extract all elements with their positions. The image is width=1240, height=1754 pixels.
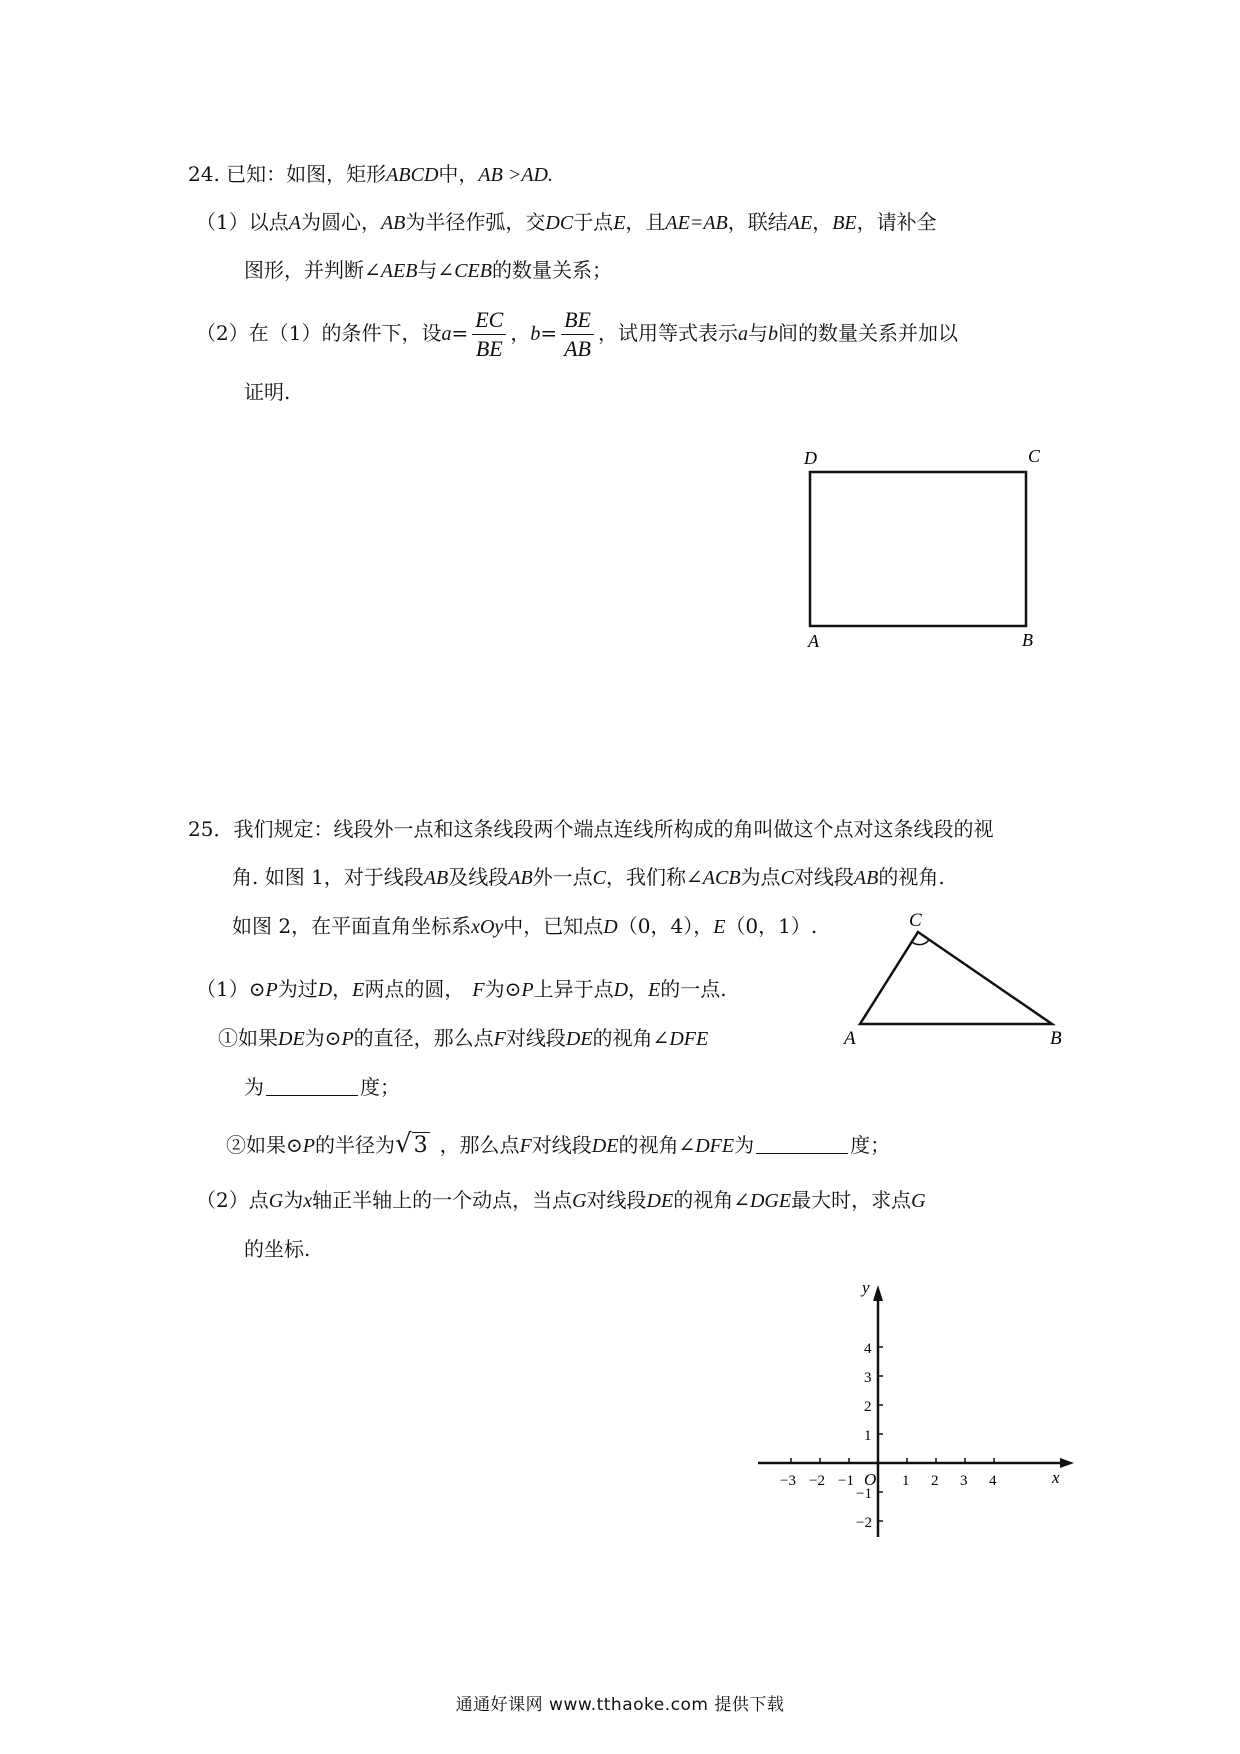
t: 的视角∠ — [592, 1026, 670, 1050]
t: b — [768, 323, 778, 345]
t: DC — [545, 212, 574, 234]
q24-part2 — [196, 303, 958, 364]
y-tick-label: 1 — [864, 1428, 872, 1444]
t: 为半径作弧，交 — [405, 210, 546, 234]
t: ，我们称∠ — [606, 865, 703, 889]
t: 图形，并判断∠ — [244, 258, 381, 282]
fraction-be-ab — [561, 308, 594, 361]
page-footer: 通通好课网 www.tthaoke.com 提供下载 — [455, 1695, 785, 1715]
x-tick-label: 2 — [931, 1473, 939, 1489]
t: G — [911, 1190, 926, 1212]
q25-part1 — [196, 975, 727, 1004]
q25-triangle-figure — [830, 900, 1070, 1050]
y-tick-label: 3 — [864, 1370, 872, 1386]
t: BE — [561, 308, 594, 335]
t: E — [352, 979, 365, 1001]
t: （1）以点 — [196, 210, 289, 234]
t: x — [303, 1190, 313, 1212]
t: DE — [565, 1028, 593, 1050]
fraction-ec-be — [472, 308, 506, 361]
t: b — [530, 323, 541, 345]
y-axis-label: y — [862, 1278, 870, 1297]
t: 为 — [244, 1075, 264, 1099]
t: BE — [475, 336, 503, 361]
t: G — [572, 1190, 587, 1212]
t: D — [603, 916, 618, 938]
t: F — [472, 979, 485, 1001]
y-tick-label: 2 — [864, 1399, 872, 1415]
t: 为圆心， — [300, 210, 381, 234]
t: EC — [472, 308, 506, 335]
t: = — [540, 321, 558, 345]
q24-rectangle-figure — [790, 440, 1070, 660]
t: DE — [591, 1135, 619, 1157]
t: 中，已知点 — [503, 914, 604, 938]
t: 两点的圆， — [364, 977, 465, 1001]
sqrt-3 — [395, 1130, 430, 1160]
t: AE — [787, 212, 813, 234]
origin-label: O — [864, 1470, 877, 1489]
t: F — [493, 1028, 506, 1050]
t: 25．我们规定：线段外一点和这条线段两个端点连线所构成的角叫做这个点对这条线段的视 — [188, 817, 994, 841]
t: 角. 如图 1，对于线段 — [232, 865, 424, 889]
t: ，试用等式表示 — [598, 321, 738, 345]
t: 的视角∠ — [618, 1133, 696, 1157]
t: 的坐标. — [244, 1237, 311, 1261]
t: ACB — [702, 867, 741, 889]
t: DE — [278, 1028, 305, 1050]
t: ，且 — [625, 210, 666, 234]
t: 为 — [283, 1188, 304, 1212]
t: 的一点. — [660, 977, 727, 1001]
answer-blank-1[interactable] — [266, 1075, 358, 1096]
t: AB — [564, 336, 591, 361]
t: AE=AB — [665, 212, 728, 234]
t: 间的数量关系并加以 — [778, 321, 958, 345]
answer-blank-2[interactable] — [756, 1133, 848, 1154]
label-a: A — [844, 1028, 856, 1049]
x-tick-label: −3 — [780, 1473, 796, 1489]
x-axis-label: x — [1052, 1468, 1060, 1487]
x-tick-label: 3 — [960, 1473, 968, 1489]
t: （0，1）. — [725, 914, 818, 938]
t: E — [713, 916, 726, 938]
t: 如图 2，在平面直角坐标系 — [232, 914, 472, 938]
x-tick-label: 4 — [989, 1473, 997, 1489]
axis-ticks — [780, 1341, 997, 1531]
t: 为⊙ — [484, 977, 522, 1001]
rectangle-abcd — [810, 472, 1026, 626]
t: 的数量关系； — [491, 258, 612, 282]
t: √ — [394, 1129, 412, 1159]
t: 为⊙ — [304, 1026, 342, 1050]
t: 及线段 — [448, 865, 509, 889]
q24-stem — [188, 160, 553, 189]
q25-stem-line3 — [232, 912, 817, 941]
t: P — [302, 1135, 315, 1157]
t: A — [288, 212, 301, 234]
t: D — [317, 979, 333, 1001]
x-tick-label: −1 — [838, 1473, 854, 1489]
t: 的视角. — [878, 865, 945, 889]
t: （2）点 — [196, 1188, 269, 1212]
y-axis-arrow-icon — [873, 1285, 883, 1301]
t: 对线段 — [505, 1026, 566, 1050]
q25-stem-line2 — [232, 863, 945, 892]
t: AB — [423, 867, 449, 889]
t: BE — [832, 212, 857, 234]
t: ， — [510, 321, 531, 345]
t: C — [780, 867, 794, 889]
t: 为 — [734, 1133, 755, 1157]
q24-stem-cond: AB >AD. — [478, 164, 553, 186]
t: 度； — [360, 1075, 400, 1099]
q25-sub1-line2 — [244, 1073, 400, 1101]
label-d: D — [804, 448, 817, 468]
triangle-abc — [860, 932, 1052, 1024]
t: AEB — [380, 260, 418, 282]
q24-part1-line1 — [196, 208, 937, 237]
t: （2）在（1）的条件下，设 — [196, 321, 442, 345]
q25-stem-line1 — [188, 815, 993, 843]
t: ， — [332, 977, 353, 1001]
t: F — [519, 1135, 532, 1157]
q24-part1-line2 — [244, 256, 612, 285]
t: 的直径，那么点 — [353, 1026, 494, 1050]
y-tick-label: 4 — [864, 1341, 872, 1357]
label-b: B — [1050, 1028, 1062, 1049]
t: 度； — [850, 1133, 891, 1157]
t: 最大时，求点 — [791, 1188, 912, 1212]
t: C — [592, 867, 607, 889]
t: 对线段 — [586, 1188, 647, 1212]
t: （0，4）， — [617, 914, 714, 938]
t: AB — [508, 867, 533, 889]
t: P — [265, 979, 278, 1001]
angle-c-arc — [912, 940, 929, 945]
t: ，请补全 — [856, 210, 937, 234]
t: DFE — [695, 1135, 735, 1157]
t: G — [268, 1190, 284, 1212]
t: 的视角∠ — [673, 1188, 750, 1212]
t: DFE — [669, 1028, 709, 1050]
t: 为过 — [277, 977, 318, 1001]
t: ①如果 — [218, 1026, 278, 1050]
t: 对线段 — [793, 865, 854, 889]
x-tick-label: −2 — [809, 1473, 825, 1489]
t: DGE — [749, 1190, 792, 1212]
t: DE — [646, 1190, 674, 1212]
t: 轴正半轴上的一个动点，当点 — [312, 1188, 573, 1212]
t: 3 — [413, 1133, 428, 1158]
label-c: C — [909, 910, 922, 931]
q24-stem-text: 24. 已知：如图，矩形 — [188, 162, 387, 186]
label-a: A — [808, 631, 819, 651]
t: P — [521, 979, 534, 1001]
q24-part2-line2 — [244, 378, 290, 406]
t: a — [441, 323, 452, 345]
t: 外一点 — [532, 865, 593, 889]
y-tick-label: −2 — [856, 1515, 872, 1531]
t: D — [613, 979, 629, 1001]
t: a — [738, 323, 748, 345]
t: P — [341, 1028, 354, 1050]
y-tick-label: −1 — [856, 1486, 872, 1502]
t: ， — [812, 210, 833, 234]
t: ， — [628, 977, 649, 1001]
t: 与∠ — [417, 258, 455, 282]
t: E — [648, 979, 661, 1001]
q25-part2-line2 — [244, 1235, 310, 1263]
t: 为点 — [740, 865, 781, 889]
t: （1）⊙ — [196, 977, 266, 1001]
label-b: B — [1022, 630, 1033, 650]
t: 于点 — [573, 210, 614, 234]
x-axis-arrow-icon — [1060, 1458, 1074, 1468]
x-tick-label: 1 — [902, 1473, 910, 1489]
q25-coordinate-axes — [750, 1275, 1080, 1545]
q24-stem-rect: ABCD — [386, 164, 439, 186]
t: 对线段 — [531, 1133, 592, 1157]
q24-stem-mid: 中， — [438, 162, 479, 186]
q25-part2-line1 — [196, 1186, 926, 1215]
q25-sub2 — [226, 1130, 890, 1160]
label-c: C — [1028, 446, 1041, 466]
t: E — [613, 212, 626, 234]
t: 上异于点 — [533, 977, 614, 1001]
t: 证明. — [244, 380, 291, 404]
t: AB — [380, 212, 406, 234]
q25-sub1-line1 — [218, 1024, 708, 1053]
t: ，联结 — [727, 210, 788, 234]
t: ②如果⊙ — [226, 1133, 303, 1157]
t: AB — [853, 867, 879, 889]
t: xOy — [471, 916, 504, 938]
t: ，那么点 — [439, 1133, 520, 1157]
t: = — [451, 321, 469, 345]
t: 与 — [748, 321, 768, 345]
t: 的半径为 — [314, 1133, 395, 1157]
t: CEB — [454, 260, 492, 282]
